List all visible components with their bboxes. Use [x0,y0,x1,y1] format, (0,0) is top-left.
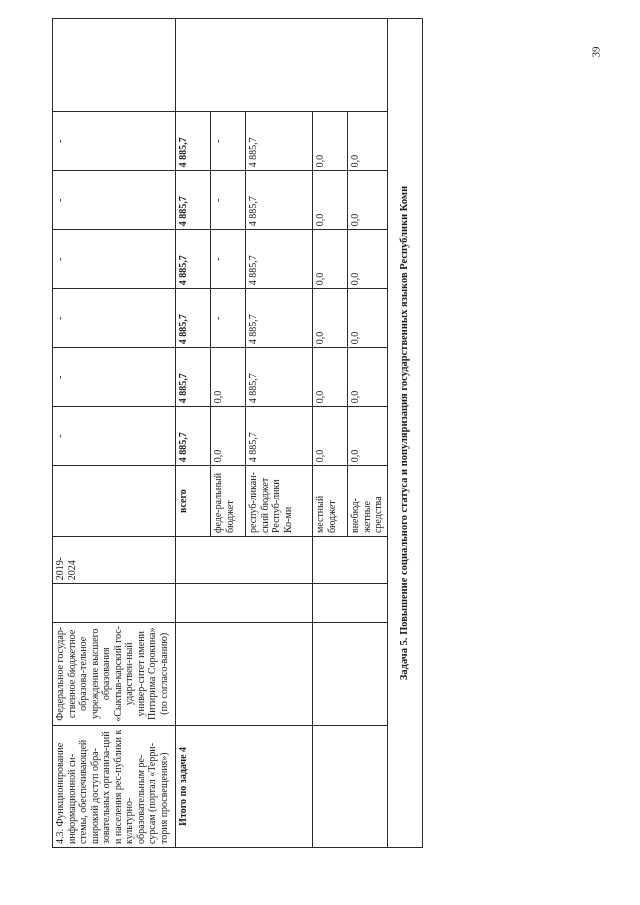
activity-name-cell: 4.3. Функционирование информационной си-стемы, обеспечивающей широкий доступ обра-зовательных организа-ций и населения рес-публики к культурно-образовательным ре-сурсам (портал «Терри-тория просвещения») [53,725,176,847]
empty-cell [313,725,388,847]
value-cell: 4 885,7 [176,230,211,289]
value-cell: 4 885,7 [246,112,313,171]
total-label-cell: Итого по задаче 4 [176,725,313,847]
page-number: 39 [590,46,602,58]
empty-cell [176,622,313,725]
value-cell: 0,0 [211,407,246,466]
value-cell: - [211,171,246,230]
value-cell: - [211,112,246,171]
value-cell: 4 885,7 [246,171,313,230]
value-cell: 0,0 [348,348,388,407]
value-cell: 0,0 [211,348,246,407]
value-cell: 4 885,7 [176,407,211,466]
value-cell: - [211,289,246,348]
value-cell: 0,0 [313,230,348,289]
table-row [313,19,348,848]
value-cell: 4 885,7 [176,112,211,171]
table-row [176,19,211,848]
value-cell: - [53,407,176,466]
table-row [387,19,422,848]
empty-cell [313,622,388,725]
source-cell [53,466,176,537]
value-cell: 0,0 [348,289,388,348]
value-cell: 0,0 [313,407,348,466]
empty-cell [176,19,388,112]
empty-cell [313,584,388,623]
rotated-table-container [52,18,582,848]
task-heading: Задача 5. Повышение социального статуса и популяризация государственных языков Республики Коми [387,19,422,848]
value-cell: 4 885,7 [176,348,211,407]
budget-table [52,18,423,848]
source-cell: феде-ральный бюджет [211,466,246,537]
value-cell: - [53,171,176,230]
value-cell: 4 885,7 [176,171,211,230]
value-cell: 0,0 [348,171,388,230]
value-cell: 0,0 [313,112,348,171]
value-cell: - [211,230,246,289]
value-cell: 0,0 [313,348,348,407]
empty-cell [176,584,313,623]
executor-cell: Федеральное государ-ственное бюджетное образова-тельное учреждение высшего образования «Сыктыв-карский гос-ударствен-ный универ-ситет имени Питирима Сорокина» (по согласо-ванию) [53,622,176,725]
empty-cell [176,537,313,584]
value-cell: 4 885,7 [246,348,313,407]
source-cell: респуб-ликан-ский бюджет Респуб-лики Ко-ми [246,466,313,537]
period-cell: 2019-2024 [53,537,176,584]
value-cell: 0,0 [313,171,348,230]
source-cell: внебюд-жетные средства [348,466,388,537]
value-cell: - [53,230,176,289]
table-row [53,19,176,848]
value-cell: 4 885,7 [176,289,211,348]
value-cell: 0,0 [348,112,388,171]
value-cell: 0,0 [313,289,348,348]
empty-cell [313,537,388,584]
empty-cell [53,584,176,623]
value-cell: - [53,289,176,348]
value-cell: - [53,112,176,171]
empty-cell [53,19,176,112]
source-cell: всего [176,466,211,537]
value-cell: 4 885,7 [246,289,313,348]
value-cell: 0,0 [348,230,388,289]
value-cell: 4 885,7 [246,230,313,289]
value-cell: 4 885,7 [246,407,313,466]
source-cell: местный бюджет [313,466,348,537]
value-cell: - [53,348,176,407]
value-cell: 0,0 [348,407,388,466]
